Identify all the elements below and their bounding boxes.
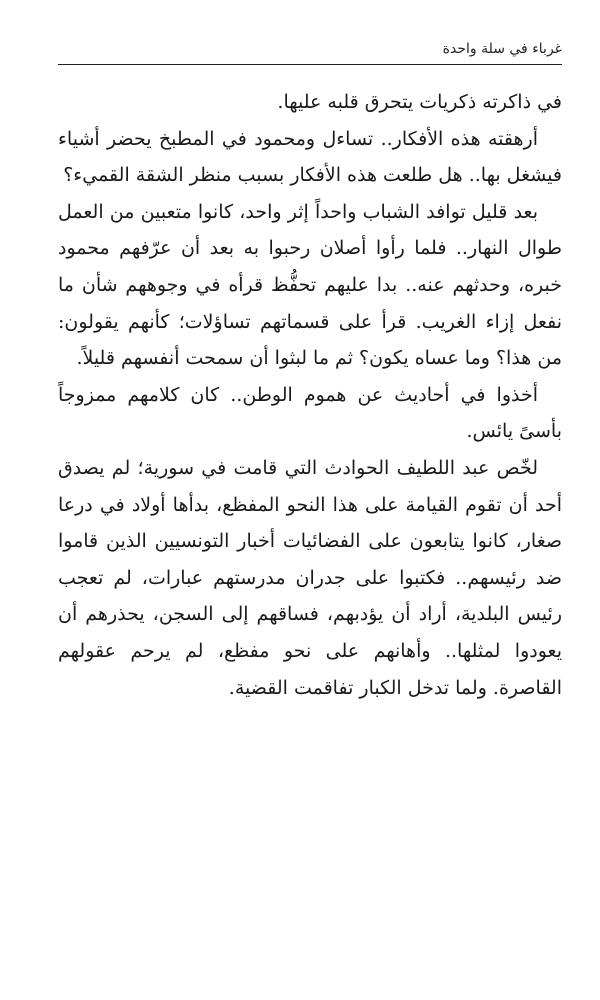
body-text bbox=[58, 84, 562, 706]
paragraph-continuation: في ذاكرته ذكريات يتحرق قلبه عليها. bbox=[277, 91, 562, 113]
paragraph: بعد قليل توافد الشباب واحداً إثر واحد، كانوا متعبين من العمل طوال النهار.. فلما رأوا أصلان رحبوا به بعد أن عرّفهم محمود خبره، وحدثهم عنه.. بدا عليهم تحفُّظ قرأه في وجوههم شأن ما نفعل إزاء الغريب. قرأ على قسماتهم تساؤلات؛ كأنهم يقولون: من هذا؟ وما عساه يكون؟ ثم ما لبثوا أن سمحت أنفسهم قليلاً. bbox=[58, 200, 562, 370]
paragraph: أرهقته هذه الأفكار.. تساءل ومحمود في المطبخ يحضر أشياء فيشغل بها.. هل طلعت هذه الأفكار بسبب منظر الشقة القميء؟ bbox=[58, 127, 562, 187]
paragraph: لخّص عبد اللطيف الحوادث التي قامت في سورية؛ لم يصدق أحد أن تقوم القيامة على هذا النحو المفظع، بدأها أولاد في درعا صغار، كانوا يتابعون على الفضائيات أخبار التونسيين الذين قاموا ضد رئيسهم.. فكتبوا على جدران مدرستهم عبارات، لم تعجب رئيس البلدية، أراد أن يؤدبهم، فساقهم إلى السجن، يحذرهم أن يعودوا لمثلها.. وأهانهم على نحو مفظع، لم يرحم عقولهم القاصرة. ولما تدخل الكبار تفاقمت القضية. bbox=[58, 456, 562, 699]
running-header bbox=[58, 36, 562, 65]
paragraph: أخذوا في أحاديث عن هموم الوطن.. كان كلامهم ممزوجاً بأسىً يائس. bbox=[58, 383, 562, 443]
book-title: غرباء في سلة واحدة bbox=[442, 41, 562, 57]
